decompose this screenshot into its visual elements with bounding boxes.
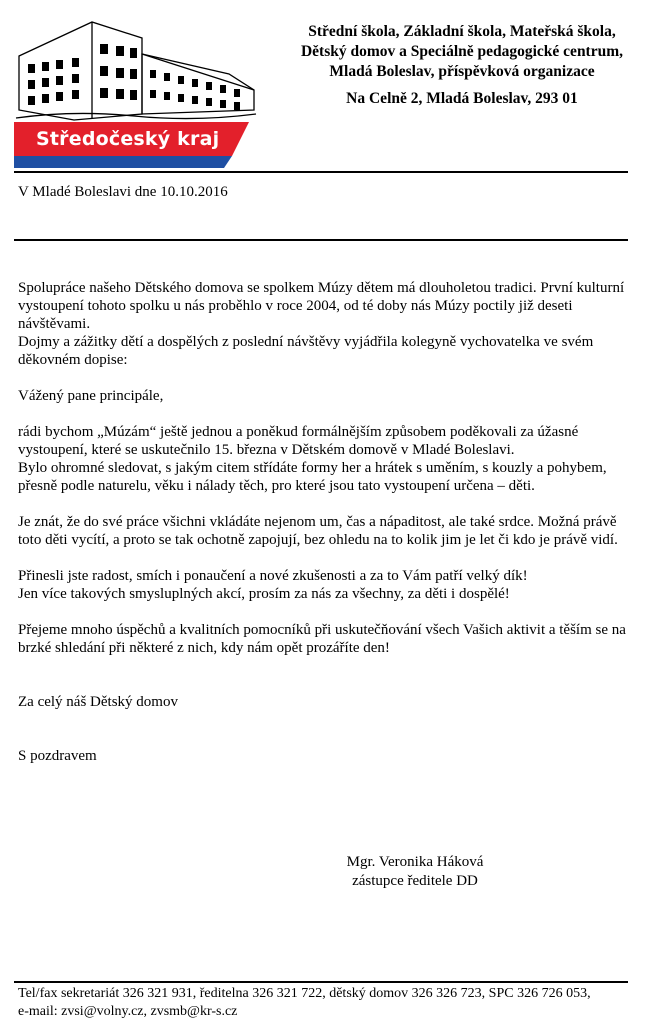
paragraph: Přejeme mnoho úspěchů a kvalitních pomocníků při uskutečňování všech Vašich aktivit a těším se na brzké shledání při některé z nich, kdy nám opět prozáříte den!: [18, 622, 626, 656]
paragraph: Je znát, že do své práce všichni vkládáte nejenom um, čas a nápaditost, ale také srdce. Možná právě toto děti vycítí, a proto se tak ochotně zapojují, bez ohledu na to kolik jim je let či kdo je právě vidí.: [18, 514, 618, 548]
letter-body: [18, 279, 638, 765]
paragraph: Spolupráce našeho Dětského domova se spolkem Múzy dětem má dlouholetou tradici. První kulturní vystoupení tohoto spolku u nás proběhlo v roce 2004, od té doby nás Múzy poctily již deseti návštěvami.: [18, 280, 625, 332]
header-divider: [14, 171, 628, 173]
signature-block: [330, 853, 500, 891]
footer-emails: e-mail: zvsi@volny.cz, zvsmb@kr-s.cz: [18, 1004, 238, 1019]
salutation: Vážený pane principále,: [18, 388, 164, 404]
paragraph: Přinesli jste radost, smích i ponaučení a nové zkušenosti a za to Vám patří velký dík!: [18, 568, 528, 584]
org-line: Dětský domov a Speciálně pedagogické centrum,: [300, 43, 624, 60]
signature-name: Mgr. Veronika Háková: [346, 854, 484, 870]
organization-name: [262, 22, 662, 82]
footer-phones: Tel/fax sekretariát 326 321 931, ředitelna 326 321 722, dětský domov 326 326 723, SPC 326 726 053,: [18, 986, 591, 1001]
paragraph: Dojmy a zážitky dětí a dospělých z poslední návštěvy vyjádřila kolegyně vychovatelka ve svém děkovném dopise:: [18, 334, 594, 368]
org-line: Mladá Boleslav, příspěvková organizace: [329, 63, 595, 80]
footer-divider: [14, 981, 628, 983]
org-line: Střední škola, Základní škola, Mateřská škola,: [308, 23, 616, 40]
paragraph: rádi bychom „Múzám“ ještě jednou a poněkud formálnějším způsobem poděkovali za úžasné vystoupení, které se uskutečnilo 15. března v Dětském domově v Mladé Boleslavi.: [18, 424, 579, 458]
closing-line: Za celý náš Dětský domov: [18, 694, 178, 710]
school-logo: [14, 14, 259, 169]
school-building-icon: [14, 14, 259, 124]
region-logo-text: Středočeský kraj: [36, 128, 220, 150]
footer-contacts: [18, 985, 591, 1021]
banner-blue-stripe: [14, 156, 232, 168]
date-line: V Mladé Boleslavi dne 10.10.2016: [18, 184, 228, 200]
paragraph: Jen více takových smysluplných akcí, prosím za nás za všechny, za děti i dospělé!: [18, 586, 510, 602]
date-divider: [14, 239, 628, 241]
closing-greeting: S pozdravem: [18, 748, 97, 764]
organization-address: Na Celně 2, Mladá Boleslav, 293 01: [346, 90, 578, 107]
signature-role: zástupce ředitele DD: [352, 873, 478, 889]
paragraph: Bylo ohromné sledovat, s jakým citem střídáte formy her a hrátek s uměním, s kouzly a pohybem, přesně podle naturelu, věku i nálady těch, pro které jsou tato vystoupení určena – děti.: [18, 460, 607, 494]
